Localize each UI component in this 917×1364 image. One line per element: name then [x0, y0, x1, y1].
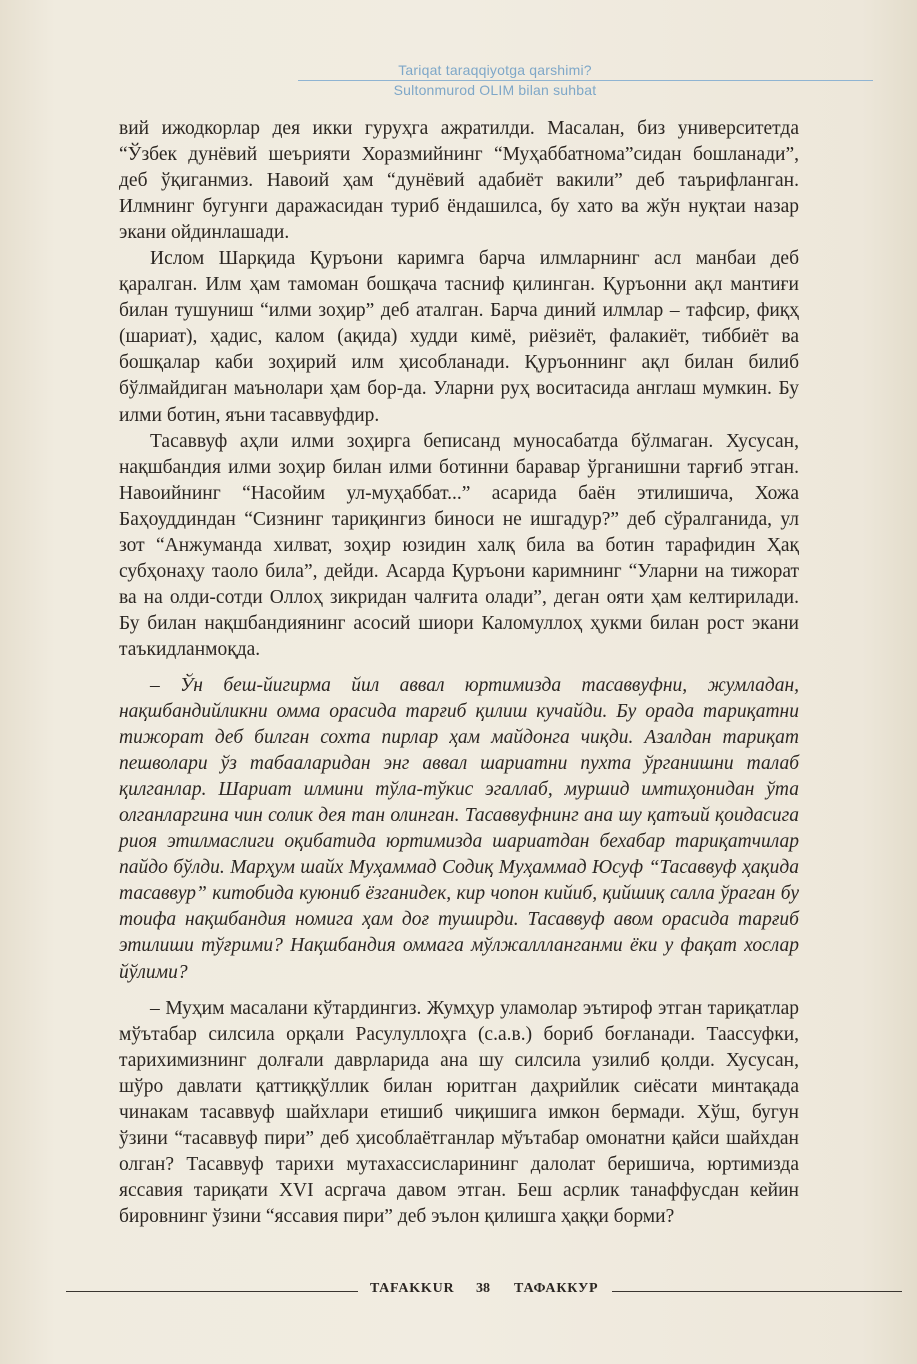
interview-answer: – Муҳим масалани кўтардингиз. Жумҳур уламолар эътироф этган тариқатлар мўътабар силсила орқали Расулуллоҳга (с.а.в.) бориб боғланади. Таассуфки, тарихимизнинг долғали даврларида ана шу силсила узилиб қолди. Хусусан, шўро давлати қаттиққўллик билан юритган даҳрийлик сиёсати минтақада чинакам тасаввуф шайхлари етишиб чиқишига имкон бермади. Хўш, бугун ўзини “тасаввуф пири” деб ҳисоблаётганлар мўътабар омонатни қайси шайхдан олган? Тасаввуф тарихи мутахассисларининг далолат беришича, юртимизда яссавия тариқати XVI асргача давом этган. Беш асрлик танаффусдан кейин бировнинг ўзини “яссавия пири” деб эълон қилишга ҳаққи борми?	[119, 997, 799, 1227]
running-head-rule	[298, 80, 873, 81]
paragraph: Тасаввуф аҳли илми зоҳирга беписанд муносабатда бўлмаган. Хусусан, нақшбандия илми зоҳир билан илми ботинни баравар ўрганишни тарғиб этган. Навоийнинг “Насойим ул-муҳаббат...” асарида баён этилишича, Хожа Баҳоуддиндан “Сизнинг тариқингиз биноси не ишгадур?” деб сўралганида, ул зот “Анжуманда хилват, зоҳир юзидин халқ била ва ботин тарафидин Ҳақ субҳонаҳу таоло била”, дейди. Асарда Қуръони каримнинг “Уларни на тижорат ва на олди-сотди Оллоҳ зикридан чалғита олади”, деган ояти ҳам келтирилади. Бу билан нақшбандиянинг асосий шиори Каломуллоҳ ҳукми билан рост экани таъкидланмоқда.	[119, 430, 799, 660]
footer-journal-cyrillic: ТАФАККУР	[514, 1281, 599, 1296]
running-head	[0, 60, 917, 104]
footer-journal-latin: TAFAKKUR	[370, 1281, 455, 1296]
page-number: 38	[476, 1281, 490, 1296]
interview-question: – Ўн беш-йигирма йил аввал юртимизда тасаввуфни, жумладан, нақшбандийликни омма орасида тарғиб қилиш кучайди. Бу орада тариқатни тижорат деб билган сохта пирлар ҳам майдонга чиқди. Азалдан тариқат пешволари ўз табааларидан энг аввал шариатни пухта ўрганишни талаб қилганлар. Шариат илмини тўла-тўкис эгаллаб, муршид имтиҳонидан ўта олганларгина чин солик дея тан олинган. Тасаввуфнинг ана шу қатъий қоидасига риоя этилмаслиги оқибатида юртимизда шариатдан бехабар тариқатчилар пайдо бўлди. Марҳум шайх Муҳаммад Содиқ Муҳаммад Юсуф “Тасаввуф ҳақида тасаввур” китобида куюниб ёзганидек, кир чопон кийиб, қийшиқ салла ўраган бу тоифа нақшбандия номига ҳам доғ туширди. Тасаввуф авом орасида тарғиб этилиши тўғрими? Нақшбандия оммага мўлжаллланганми ёки у фақат хослар йўлими?	[119, 674, 799, 983]
body-text	[119, 116, 799, 1230]
footer-rule-left	[66, 1291, 358, 1292]
running-head-subtitle: Sultonmurod OLIM bilan suhbat	[393, 82, 597, 98]
running-head-title: Tariqat taraqqiyotga qarshimi?	[398, 62, 592, 78]
footer-rule-right	[612, 1291, 902, 1292]
page-footer	[0, 1278, 917, 1306]
paragraph-continued: вий ижодкорлар дея икки гуруҳга ажратилди. Масалан, биз университетда “Ўзбек дунёвий шеърияти Хоразмийнинг “Муҳаббатнома”сидан бошланади”, деб ўқиганмиз. Навоий ҳам “дунёвий адабиёт вакили” деб таърифланган. Илмнинг бугунги даражасидан туриб ёндашилса, бу хато ва жўн нуқтаи назар экани ойдинлашади.	[119, 118, 799, 244]
paragraph: Ислом Шарқида Қуръони каримга барча илмларнинг асл манбаи деб қаралган. Илм ҳам тамоман бошқача тасниф қилинган. Қуръонни ақл мантиғи билан тушуниш “илми зоҳир” деб аталган. Барча диний илмлар – тафсир, фиқҳ (шариат), ҳадис, калом (ақида) худди кимё, риёзиёт, фалакиёт, тиббиёт ва бошқалар каби зоҳирий илм ҳисобланади. Қуръоннинг ақл билан билиб бўлмайдиган маънолари ҳам бор-да. Уларни руҳ воситасида англаш мумкин. Бу илми ботин, яъни тасаввуфдир.	[119, 248, 799, 426]
